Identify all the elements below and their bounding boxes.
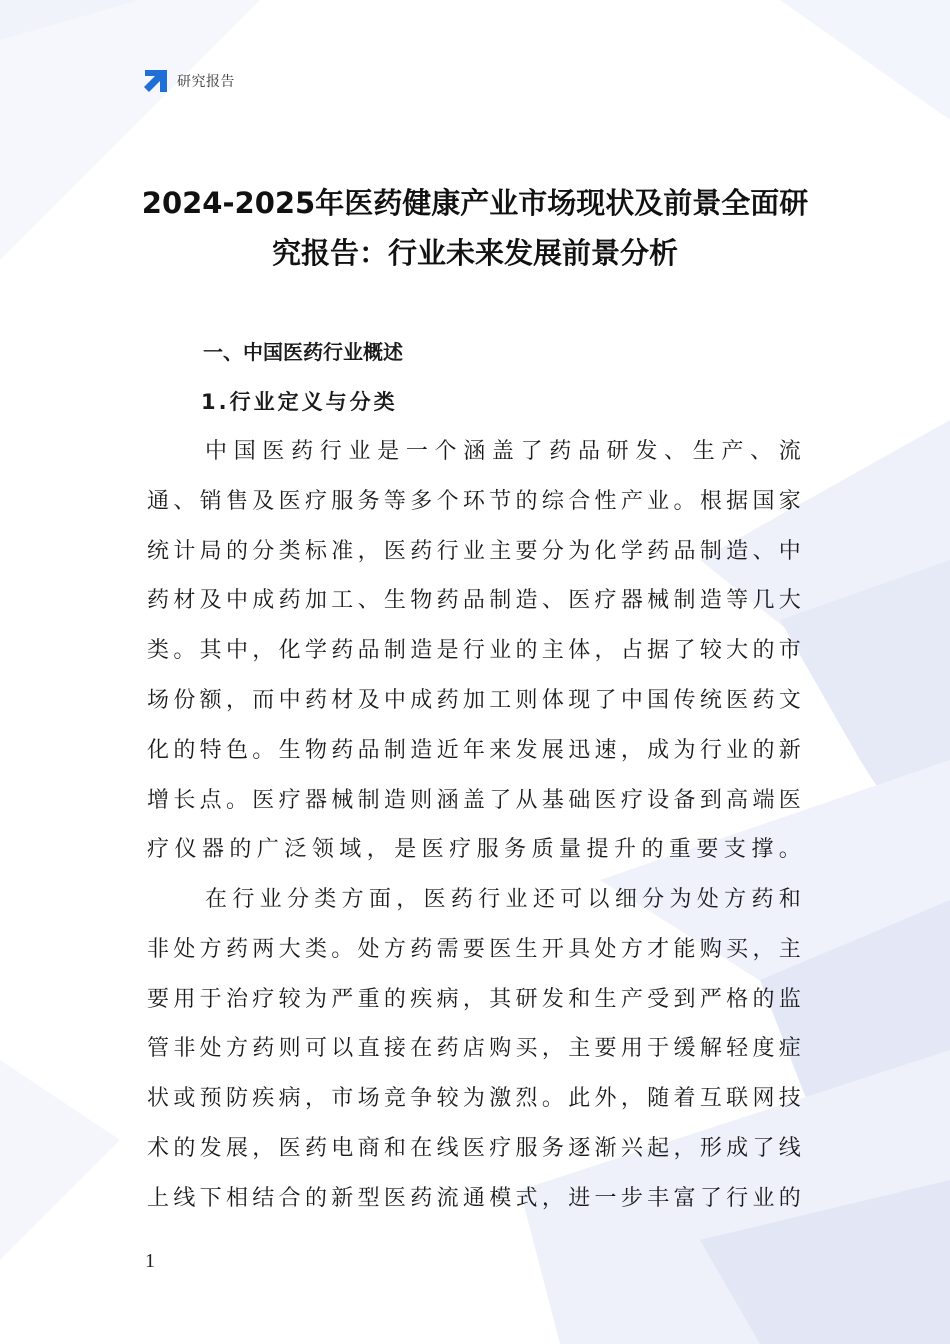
subsection-heading: 1.行业定义与分类 bbox=[201, 390, 398, 414]
header-label: 研究报告 bbox=[177, 74, 235, 90]
page-number: 1 bbox=[145, 1250, 155, 1272]
body-paragraph: 中国医药行业是一个涵盖了药品研发、生产、流通、销售及医疗服务等多个环节的综合性产业。根据国家统计局的分类标准，医药行业主要分为化学药品制造、中药材及中成药加工、生物药品制造、医疗器械制造等几大类。其中，化学药品制造是行业的主体，占据了较大的市场份额，而中药材及中成药加工则体现了中国传统医药文化的特色。生物药品制造近年来发展迅速，成为行业的新增长点。医疗器械制造则涵盖了从基础医疗设备到高端医疗仪器的广泛领域，是医疗服务质量提升的重要支撑。 bbox=[147, 439, 805, 863]
report-body bbox=[147, 327, 805, 1223]
arrow-up-right-icon bbox=[143, 68, 169, 94]
report-header bbox=[143, 68, 235, 94]
body-paragraph: 在行业分类方面，医药行业还可以细分为处方药和非处方药两大类。处方药需要医生开具处方才能购买，主要用于治疗较为严重的疾病，其研发和生产受到严格的监管非处方药则可以直接在药店购买，主要用于缓解轻度症状或预防疾病，市场竞争较为激烈。此外，随着互联网技术的发展，医药电商和在线医疗服务逐渐兴起，形成了线上线下相结合的新型医药流通模式，进一步丰富了行业的 bbox=[147, 887, 805, 1211]
report-title: 2024-2025年医药健康产业市场现状及前景全面研究报告：行业未来发展前景分析 bbox=[141, 186, 809, 270]
section-heading: 一、中国医药行业概述 bbox=[203, 340, 403, 364]
